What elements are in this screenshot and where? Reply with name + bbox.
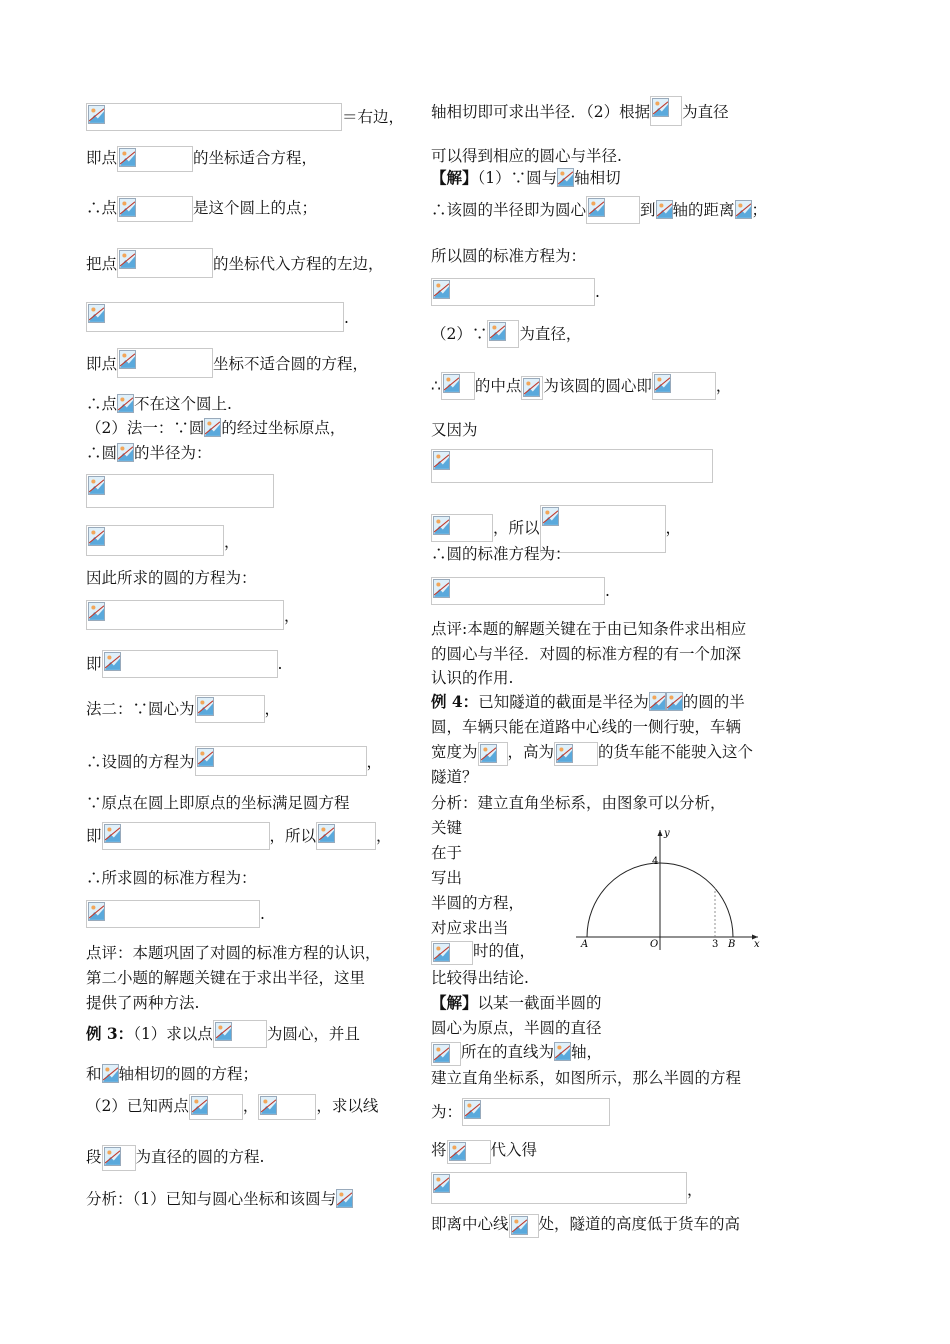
left-line-13 — [86, 600, 300, 630]
semicircle-figure-svg — [570, 826, 770, 951]
broken-image-icon — [197, 748, 214, 767]
image-placeholder — [652, 372, 716, 400]
text: ， — [284, 607, 300, 625]
text: 是这个圆上的点； — [193, 199, 318, 217]
image-placeholder — [117, 146, 193, 172]
left-line-25 — [86, 1064, 258, 1084]
image-placeholder — [189, 1094, 243, 1120]
text: ， — [224, 533, 240, 551]
image-placeholder — [86, 600, 284, 630]
broken-image-icon — [588, 198, 605, 217]
right-line-5: 所以圆的标准方程为： — [431, 247, 587, 265]
broken-image-icon — [652, 98, 669, 117]
broken-image-icon — [433, 579, 450, 598]
text: 的货车能不能驶入这个 — [598, 743, 754, 761]
right-line-6 — [431, 278, 600, 306]
right-line-20: 隧道？ — [431, 768, 478, 786]
image-placeholder — [102, 1145, 136, 1171]
text: . — [344, 309, 349, 327]
broken-image-icon — [119, 350, 136, 369]
broken-image-icon — [88, 476, 105, 495]
broken-image-icon — [119, 148, 136, 167]
image-placeholder — [521, 376, 543, 400]
right-line-13 — [431, 577, 610, 605]
text: 不在这个圆上. — [134, 395, 232, 413]
left-line-17: ∵原点在圆上即原点的坐标满足圆方程 — [86, 794, 350, 812]
left-line-2 — [86, 146, 317, 172]
broken-image-icon — [104, 1147, 121, 1166]
text: 代入得 — [490, 1141, 538, 1159]
left-line-16 — [86, 746, 382, 776]
text: 的坐标代入方程的左边， — [213, 255, 384, 273]
right-line-24: 写出 — [431, 869, 463, 887]
text: 时的值， — [473, 942, 536, 960]
right-line-30: 圆心为原点，半圆的直径 — [431, 1019, 602, 1037]
text: 的圆的半 — [682, 693, 745, 711]
right-line-22: 关键 — [431, 819, 463, 837]
image-placeholder — [509, 1214, 539, 1238]
text: 段 — [86, 1148, 102, 1166]
right-line-34 — [431, 1140, 537, 1164]
text: . — [277, 655, 283, 673]
broken-image-icon — [523, 378, 540, 397]
y-axis-arrow — [658, 830, 663, 836]
semicircle-figure — [570, 826, 770, 951]
left-line-4 — [86, 248, 384, 278]
right-line-19 — [431, 742, 753, 766]
text: 处，隧道的高度低于货车的高 — [538, 1215, 741, 1233]
right-line-28: 比较得出结论. — [431, 969, 529, 987]
example-label: 例 4： — [431, 692, 479, 711]
broken-image-icon — [449, 1142, 466, 1161]
broken-image-icon — [104, 652, 121, 671]
broken-image-icon — [215, 1022, 232, 1041]
broken-image-icon — [119, 198, 136, 217]
x-axis-label: x — [754, 939, 760, 950]
image-placeholder — [431, 449, 713, 483]
right-line-36 — [431, 1214, 740, 1238]
tick-4: 4 — [652, 856, 659, 867]
broken-image-icon — [204, 418, 221, 437]
broken-image-icon — [464, 1100, 481, 1119]
image-placeholder — [447, 1140, 491, 1164]
text: 的经过坐标原点， — [221, 419, 346, 437]
broken-image-icon — [554, 1042, 571, 1061]
broken-image-icon — [656, 200, 673, 219]
text: . — [605, 582, 610, 600]
right-line-21: 分析：建立直角坐标系，由图象可以分析， — [431, 794, 726, 812]
text: ∴ — [431, 377, 441, 395]
left-line-5 — [86, 302, 349, 332]
text: ∴该圆的半径即为圆心 — [431, 201, 587, 219]
text: 轴的距离 — [672, 201, 735, 219]
broken-image-icon — [88, 602, 105, 621]
right-line-33 — [431, 1098, 610, 1126]
image-placeholder — [431, 278, 595, 306]
right-line-35 — [431, 1172, 703, 1204]
left-line-27 — [86, 1145, 264, 1171]
broken-image-icon — [88, 105, 105, 124]
left-line-3 — [86, 196, 317, 222]
broken-image-icon — [542, 507, 559, 526]
right-line-2: 可以得到相应的圆心与半径. — [431, 147, 622, 165]
image-placeholder — [316, 822, 376, 850]
right-line-25: 半圆的方程， — [431, 894, 525, 912]
broken-image-icon — [119, 250, 136, 269]
image-placeholder — [102, 822, 270, 850]
text: 的坐标适合方程， — [193, 149, 318, 167]
text: ∴设圆的方程为 — [86, 753, 195, 771]
right-line-12: ∴圆的标准方程为： — [431, 545, 571, 563]
text: （2）∵ — [431, 325, 488, 343]
text: 以某一截面半圆的 — [477, 994, 602, 1012]
image-placeholder — [554, 742, 598, 766]
right-line-26: 对应求出当 — [431, 919, 509, 937]
text: 已知隧道的截面是半径为 — [478, 693, 649, 711]
image-placeholder — [86, 103, 342, 131]
broken-image-icon — [88, 902, 105, 921]
text: 法二：∵圆心为 — [86, 700, 195, 718]
broken-image-icon — [649, 692, 666, 711]
right-line-14: 点评:本题的解题关键在于由已知条件求出相应 — [431, 620, 747, 638]
text: ，求以线 — [316, 1097, 379, 1115]
broken-image-icon — [557, 168, 574, 187]
image-placeholder — [431, 514, 493, 542]
text: （2）法一：∵圆 — [86, 419, 205, 437]
text: 为： — [431, 1103, 463, 1121]
image-placeholder — [86, 474, 274, 508]
right-line-31 — [431, 1042, 602, 1066]
text: 即 — [86, 655, 102, 673]
right-line-1 — [431, 96, 729, 126]
right-line-15: 的圆心与半径．对圆的标准方程的有一个加深 — [431, 645, 742, 663]
right-line-18: 圆，车辆只能在道路中心线的一侧行驶，车辆 — [431, 718, 742, 736]
example-label: 例 3： — [86, 1024, 134, 1043]
image-placeholder — [431, 577, 605, 605]
text: ， — [242, 1097, 259, 1115]
text: . — [595, 283, 600, 301]
image-placeholder — [431, 1172, 687, 1204]
solution-label: 【解】 — [431, 993, 478, 1012]
point-a: A — [581, 939, 589, 950]
text: 为圆心，并且 — [266, 1025, 360, 1043]
text: ， — [376, 827, 392, 845]
broken-image-icon — [88, 527, 105, 546]
left-line-24 — [86, 1020, 360, 1048]
text: 所在的直线为 — [461, 1043, 555, 1061]
point-b: B — [728, 939, 736, 950]
image-placeholder — [431, 1042, 461, 1066]
broken-image-icon — [117, 394, 134, 413]
text: 为直径， — [519, 325, 582, 343]
broken-image-icon — [480, 744, 497, 763]
broken-image-icon — [117, 443, 134, 462]
text: ， — [264, 700, 281, 718]
broken-image-icon — [511, 1216, 528, 1235]
right-line-7 — [431, 320, 581, 348]
right-line-27 — [431, 941, 535, 965]
broken-image-icon — [433, 516, 450, 535]
broken-image-icon — [443, 374, 460, 393]
left-line-8 — [86, 418, 345, 438]
text: ，高为 — [507, 743, 555, 761]
text: ，所以 — [269, 827, 317, 845]
text: 轴相切的圆的方程； — [118, 1065, 259, 1083]
broken-image-icon — [433, 1174, 450, 1193]
image-placeholder — [213, 1020, 267, 1048]
y-axis-label: y — [664, 828, 670, 839]
right-line-16: 认识的作用. — [431, 669, 514, 687]
image-placeholder — [86, 525, 224, 556]
image-placeholder — [487, 320, 519, 348]
broken-image-icon — [489, 322, 506, 341]
left-line-14 — [86, 650, 282, 678]
right-line-29 — [431, 993, 602, 1013]
left-line-19: ∴所求圆的标准方程为： — [86, 869, 257, 887]
image-placeholder — [258, 1094, 316, 1120]
image-placeholder — [195, 695, 265, 723]
left-line-18 — [86, 822, 392, 850]
left-line-7 — [86, 394, 232, 414]
text: ，所以 — [493, 519, 540, 537]
text: 轴， — [571, 1043, 603, 1061]
text: （1）求以点 — [133, 1025, 213, 1043]
tick-3: 3 — [712, 939, 719, 950]
text: 为直径 — [682, 103, 729, 121]
right-line-17 — [431, 692, 745, 712]
right-line-10 — [431, 449, 713, 483]
left-line-28 — [86, 1189, 353, 1209]
image-placeholder — [102, 650, 278, 678]
image-placeholder — [86, 900, 260, 928]
right-line-4 — [431, 196, 767, 224]
image-placeholder — [478, 742, 508, 766]
broken-image-icon — [104, 824, 121, 843]
text: 坐标不适合圆的方程， — [213, 355, 369, 373]
right-line-9: 又因为 — [431, 421, 478, 439]
image-placeholder — [117, 248, 213, 278]
text: 到 — [640, 201, 656, 219]
text: 的半径为： — [134, 444, 212, 462]
text: 轴相切 — [574, 169, 621, 187]
text: 即离中心线 — [431, 1215, 509, 1233]
text: （1）∵圆与 — [477, 169, 558, 187]
text: 将 — [431, 1141, 447, 1159]
left-line-12: 因此所求的圆的方程为： — [86, 569, 257, 587]
right-line-23: 在于 — [431, 844, 463, 862]
left-line-6 — [86, 348, 368, 378]
image-placeholder — [431, 941, 473, 965]
text: ， — [665, 519, 682, 537]
text: 分析：（1）已知与圆心坐标和该圆与 — [86, 1190, 337, 1208]
text: 和 — [86, 1065, 102, 1083]
text: ∴圆 — [86, 444, 118, 462]
image-placeholder — [117, 196, 193, 222]
text: . — [260, 905, 265, 923]
text: ∴点 — [86, 395, 118, 413]
image-placeholder — [86, 302, 344, 332]
text: 即点 — [86, 149, 118, 167]
left-line-15 — [86, 695, 280, 723]
left-line-9 — [86, 443, 212, 463]
broken-image-icon — [260, 1096, 277, 1115]
image-placeholder — [441, 372, 475, 400]
solution-label: 【解】 — [431, 168, 478, 187]
left-line-26 — [86, 1094, 378, 1120]
text: ∴点 — [86, 199, 118, 217]
broken-image-icon — [88, 304, 105, 323]
broken-image-icon — [102, 1064, 119, 1083]
text: ， — [366, 753, 383, 771]
broken-image-icon — [666, 692, 683, 711]
broken-image-icon — [433, 943, 450, 962]
broken-image-icon — [433, 1044, 450, 1063]
text: 的中点 — [474, 377, 522, 395]
broken-image-icon — [735, 200, 752, 219]
right-line-32: 建立直角坐标系，如图所示，那么半圆的方程 — [431, 1069, 742, 1087]
broken-image-icon — [197, 697, 214, 716]
image-placeholder — [462, 1098, 610, 1126]
broken-image-icon — [318, 824, 335, 843]
text: 把点 — [86, 255, 118, 273]
text: ； — [751, 201, 768, 219]
text: 轴相切即可求出半径．（2）根据 — [431, 103, 651, 121]
image-placeholder — [650, 96, 682, 126]
broken-image-icon — [654, 374, 671, 393]
broken-image-icon — [556, 744, 573, 763]
text: ＝右边， — [342, 108, 405, 126]
broken-image-icon — [433, 280, 450, 299]
left-line-22: 第二小题的解题关键在于求出半径，这里 — [86, 969, 366, 987]
broken-image-icon — [336, 1189, 353, 1208]
text: ， — [715, 377, 732, 395]
text: 为该圆的圆心即 — [543, 377, 652, 395]
left-line-23: 提供了两种方法. — [86, 994, 200, 1012]
right-line-8 — [431, 372, 731, 400]
text: 即点 — [86, 355, 118, 373]
image-placeholder — [195, 746, 367, 776]
text: 宽度为 — [431, 743, 478, 761]
image-placeholder — [117, 348, 213, 378]
text: 即 — [86, 827, 102, 845]
left-line-21: 点评：本题巩固了对圆的标准方程的认识， — [86, 944, 381, 962]
left-line-20 — [86, 900, 265, 928]
text: 为直径的圆的方程. — [135, 1148, 265, 1166]
image-placeholder — [586, 196, 640, 224]
broken-image-icon — [191, 1096, 208, 1115]
text: （2）已知两点 — [86, 1097, 189, 1115]
broken-image-icon — [433, 451, 450, 470]
text: ， — [687, 1181, 703, 1199]
left-line-10 — [86, 474, 274, 508]
point-o: O — [650, 939, 659, 950]
left-line-11 — [86, 525, 240, 556]
left-line-1 — [86, 103, 404, 131]
right-line-3 — [431, 168, 621, 188]
